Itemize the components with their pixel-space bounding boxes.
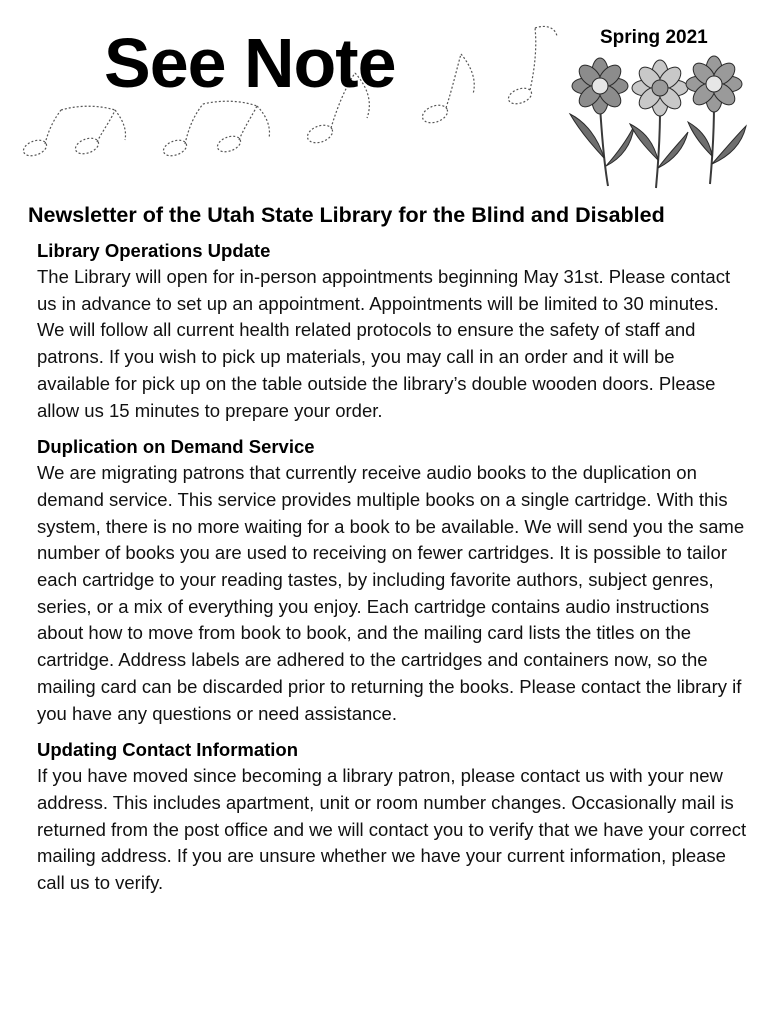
section-body: If you have moved since becoming a library patron, please contact us with your new address. This includes apartment, unit or room number changes. Occasionally mail is returned from the post office and we will contact you to verify that we have your correct mailing address. If you are unsure whether we have your current information, please call us to verify.: [37, 765, 747, 894]
newsletter-title: See Note: [104, 24, 396, 102]
section-body: The Library will open for in-person appointments beginning May 31st. Please contact us in advance to set up an appointment. Appointments will be limited to 30 minutes. We will follow all current health related protocols to ensure the safety of staff and patrons. If you wish to pick up materials, you may call in an order and it will be available for pick up on the table outside the library’s double wooden doors. Please allow us 15 minutes to prepare your order.: [37, 266, 731, 421]
section-duplication-on-demand: [37, 434, 749, 727]
flowers-icon: [560, 48, 760, 193]
issue-season: Spring 2021: [600, 27, 708, 48]
section-body: We are migrating patrons that currently receive audio books to the duplication on demand service. This service provides multiple books on a single cartridge. With this system, there is no more waiting for a book to be available. We will send you the same number of books you are used to receiving on fewer cartridges. It is possible to tailor each cartridge to your reading tastes, by including favorite authors, subject genres, series, or a mix of everything you enjoy. Each cartridge contains audio instructions about how to move from book to book, and the mailing card lists the titles on the cartridge. Address labels are adhered to the cartridges and containers now, so the mailing card can be discarded prior to returning the books. Please contact the library if you have any questions or need assistance.: [37, 462, 745, 724]
newsletter-content: [37, 238, 749, 907]
section-heading: Library Operations Update: [37, 240, 271, 261]
newsletter-subtitle: Newsletter of the Utah State Library for the Blind and Disabled: [28, 203, 665, 227]
section-library-operations: [37, 238, 749, 424]
section-heading: Updating Contact Information: [37, 739, 299, 761]
section-heading: Duplication on Demand Service: [37, 436, 315, 458]
section-contact-information: [37, 737, 749, 897]
masthead: [0, 0, 770, 200]
